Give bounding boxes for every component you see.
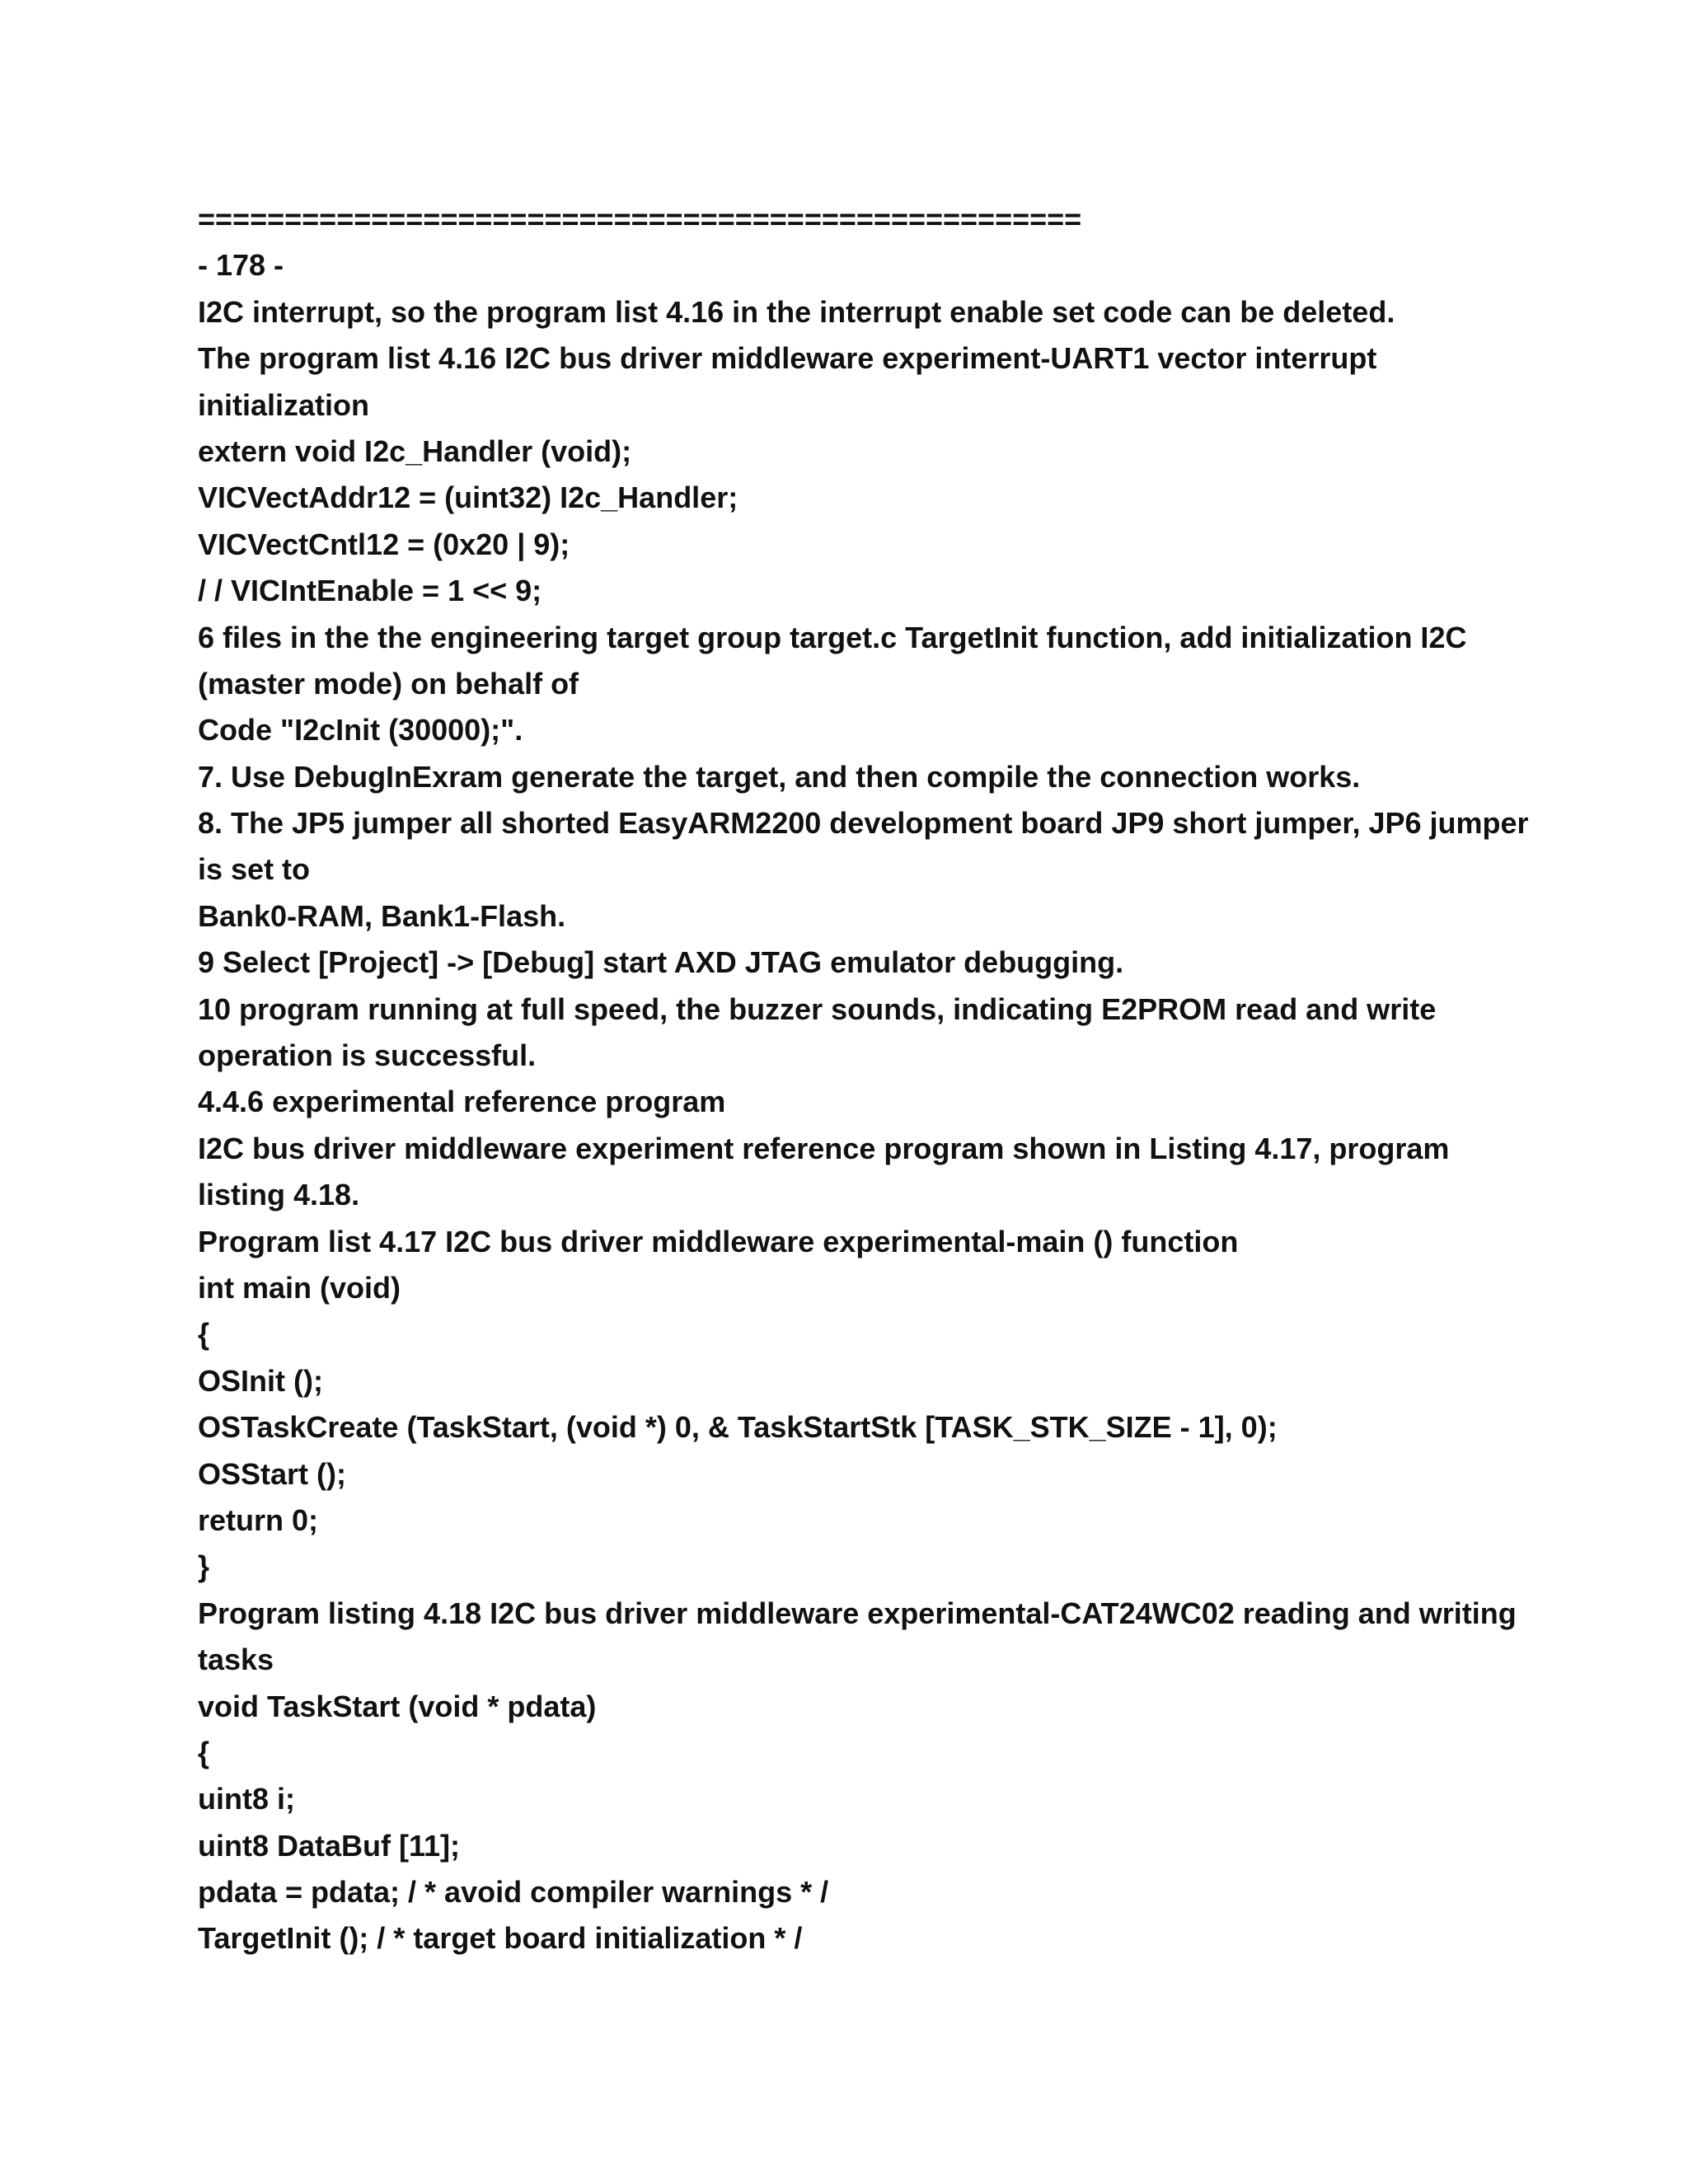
code-line: OSInit ();: [198, 1363, 323, 1398]
code-line: pdata = pdata; / * avoid compiler warnings * /: [198, 1875, 829, 1910]
code-line: OSStart ();: [198, 1456, 346, 1491]
code-line: void TaskStart (void * pdata): [198, 1689, 597, 1723]
code-line: / / VICIntEnable = 1 << 9;: [198, 574, 542, 608]
code-line: VICVectAddr12 = (uint32) I2c_Handler;: [198, 480, 738, 515]
code-line: {: [198, 1317, 210, 1352]
text-line: operation is successful.: [198, 1038, 537, 1073]
code-line: }: [198, 1549, 210, 1584]
document-text: [198, 196, 1529, 1962]
listing-caption: Program listing 4.18 I2C bus driver middleware experimental-CAT24WC02 reading and writing: [198, 1596, 1517, 1630]
text-line: 8. The JP5 jumper all shorted EasyARM2200 development board JP9 short jumper, JP6 jumper: [198, 806, 1529, 841]
listing-caption: The program list 4.16 I2C bus driver middleware experiment-UART1 vector interrupt: [198, 341, 1377, 376]
text-line: 6 files in the the engineering target group target.c TargetInit function, add initialization I2C: [198, 620, 1467, 654]
code-line: uint8 i;: [198, 1782, 295, 1816]
code-line: OSTaskCreate (TaskStart, (void *) 0, & TaskStartStk [TASK_STK_SIZE - 1], 0);: [198, 1410, 1278, 1445]
text-line: is set to: [198, 852, 311, 887]
text-line: 7. Use DebugInExram generate the target, and then compile the connection works.: [198, 759, 1361, 794]
listing-caption: tasks: [198, 1643, 274, 1677]
text-line: 10 program running at full speed, the buzzer sounds, indicating E2PROM read and write: [198, 991, 1437, 1026]
listing-caption: initialization: [198, 387, 370, 422]
code-line: uint8 DataBuf [11];: [198, 1828, 461, 1863]
page-number: - 178 -: [198, 248, 284, 283]
text-line: Bank0-RAM, Bank1-Flash.: [198, 898, 566, 933]
code-line: VICVectCntl12 = (0x20 | 9);: [198, 527, 570, 561]
section-heading: 4.4.6 experimental reference program: [198, 1085, 726, 1119]
code-line: extern void I2c_Handler (void);: [198, 434, 632, 468]
text-line: Code "I2cInit (30000);".: [198, 713, 523, 748]
code-line: int main (void): [198, 1270, 401, 1305]
code-line: return 0;: [198, 1502, 319, 1537]
text-line: (master mode) on behalf of: [198, 666, 579, 701]
text-line: I2C interrupt, so the program list 4.16 in the interrupt enable set code can be deleted.: [198, 294, 1395, 329]
listing-caption: Program list 4.17 I2C bus driver middleware experimental-main () function: [198, 1224, 1239, 1258]
text-line: 9 Select [Project] -> [Debug] start AXD JTAG emulator debugging.: [198, 945, 1124, 980]
text-line: listing 4.18.: [198, 1178, 360, 1212]
code-line: {: [198, 1735, 210, 1769]
separator-line: ===================================================: [198, 202, 1082, 236]
code-line: TargetInit (); / * target board initialization * /: [198, 1921, 803, 1956]
text-line: I2C bus driver middleware experiment reference program shown in Listing 4.17, program: [198, 1131, 1450, 1165]
